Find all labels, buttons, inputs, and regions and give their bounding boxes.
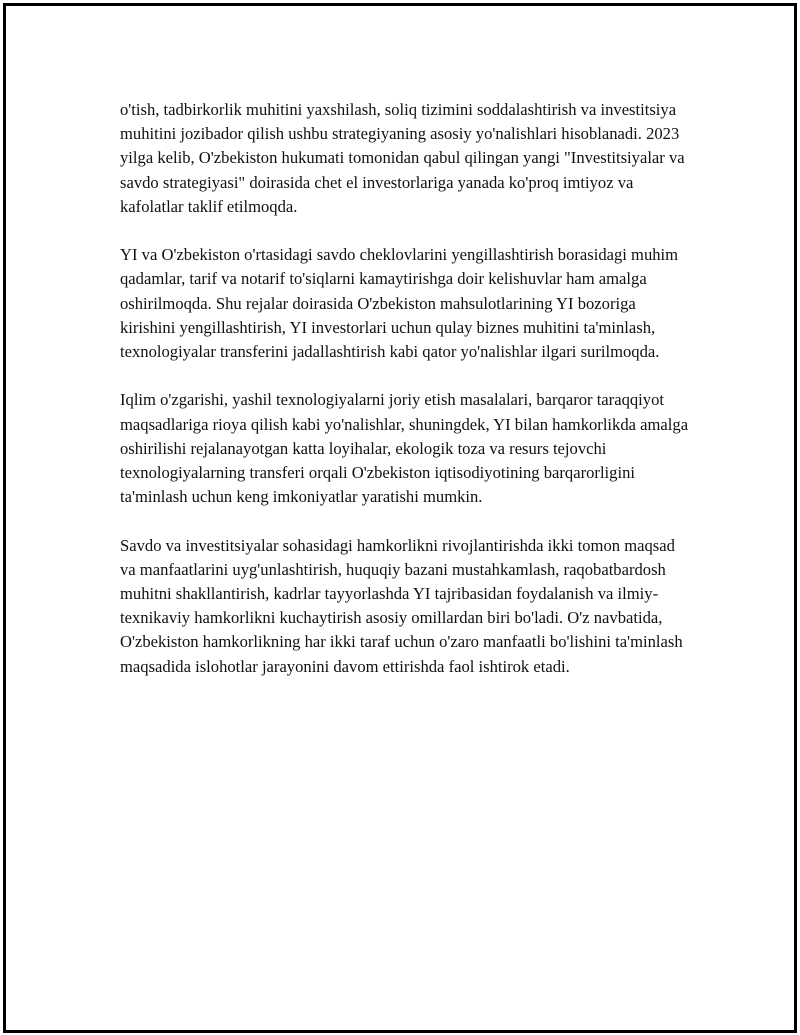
paragraph-4: Savdo va investitsiyalar sohasidagi hamkorlikni rivojlantirishda ikki tomon maqsad va manfaatlarini uyg'unlashtirish, huquqiy bazani mustahkamlash, raqobatbardosh muhitni shakllantirish, kadrlar tayyorlashda YI tajribasidan foydalanish va ilmiy-texnikaviy hamkorlikni kuchaytirish asosiy omillardan biri bo'ladi. O'z navbatida, O'zbekiston hamkorlikning har ikki taraf uchun o'zaro manfaatli bo'lishini ta'minlash maqsadida islohotlar jarayonini davom ettirishda faol ishtirok etadi. bbox=[120, 535, 683, 676]
document-body bbox=[120, 98, 694, 703]
paragraph-3: Iqlim o'zgarishi, yashil texnologiyalarni joriy etish masalalari, barqaror taraqqiyot maqsadlariga rioya qilish kabi yo'nalishlar, shuningdek, YI bilan hamkorlikda amalga oshirilishi rejalanayotgan katta loyihalar, ekologik toza va resurs tejovchi texnologiyalarning transferi orqali O'zbekiston iqtisodiyotining barqarorligini ta'minlash uchun keng imkoniyatlar yaratishi mumkin. bbox=[120, 390, 689, 507]
paragraph-1: o'tish, tadbirkorlik muhitini yaxshilash, soliq tizimini soddalashtirish va investitsiya muhitini jozibador qilish ushbu strategiyaning asosiy yo'nalishlari hisoblanadi. 2023 yilga kelib, O'zbekiston hukumati tomonidan qabul qilingan yangi "Investitsiyalar va savdo strategiyasi" doirasida chet el investorlariga yanada ko'proq imtiyoz va kafolatlar taklif etilmoqda. bbox=[120, 100, 685, 216]
page-frame bbox=[3, 3, 797, 1033]
paragraph-2: YI va O'zbekiston o'rtasidagi savdo cheklovlarini yengillashtirish borasidagi muhim qadamlar, tarif va notarif to'siqlarni kamaytirishga doir kelishuvlar ham amalga oshirilmoqda. Shu rejalar doirasida O'zbekiston mahsulotlarining YI bozoriga kirishini yengillashtirish, YI investorlari uchun qulay biznes muhitini ta'minlash, texnologiyalar transferini jadallashtirish kabi qator yo'nalishlar ilgari surilmoqda. bbox=[120, 245, 679, 362]
